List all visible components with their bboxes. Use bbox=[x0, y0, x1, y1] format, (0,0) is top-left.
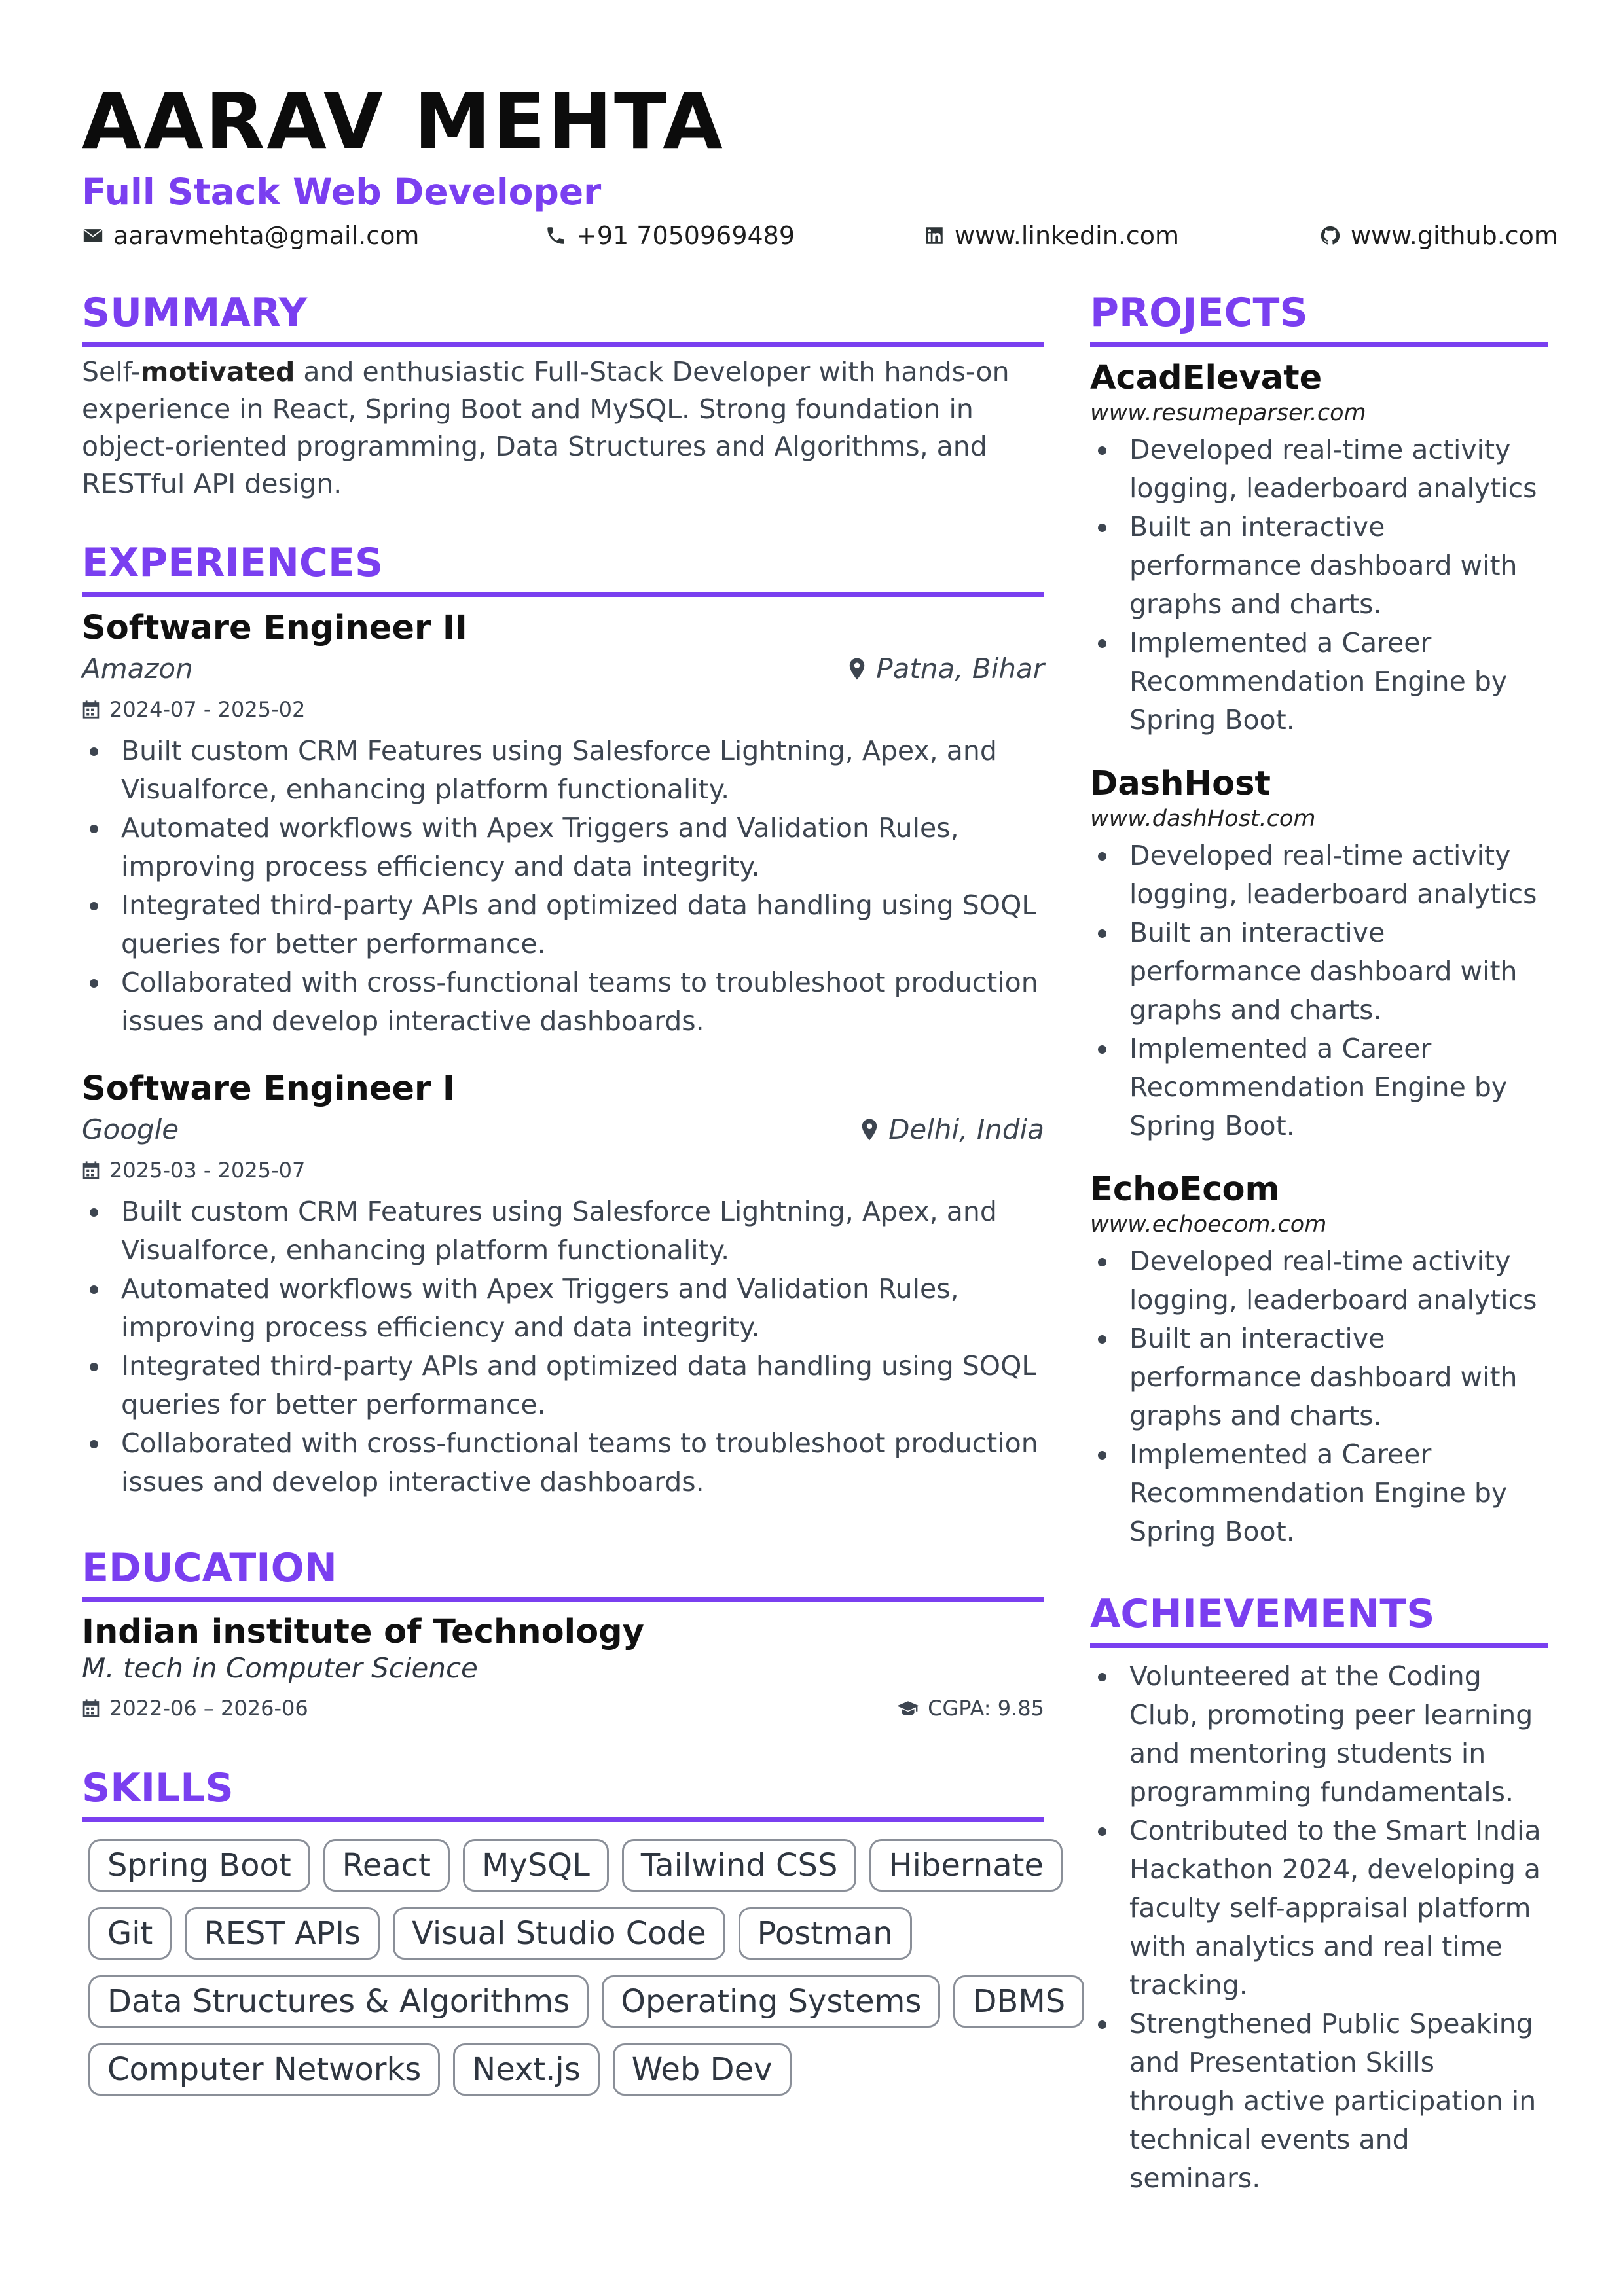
contact-phone[interactable] bbox=[545, 218, 795, 253]
candidate-role: Full Stack Web Developer bbox=[82, 171, 602, 213]
contact-email-text: aaravmehta@gmail.com bbox=[113, 221, 420, 250]
skill-chip: Operating Systems bbox=[602, 1975, 940, 2028]
summary-text-bold: motivated bbox=[140, 356, 295, 387]
list-item: Built custom CRM Features using Salesforce Lightning, Apex, and Visualforce, enhancing platform functionality. bbox=[82, 1193, 1044, 1270]
skill-chip: REST APIs bbox=[185, 1907, 380, 1960]
achievements-heading: ACHIEVEMENTS bbox=[1090, 1591, 1435, 1637]
list-item: Implemented a Career Recommendation Engine by Spring Boot. bbox=[1090, 1030, 1548, 1145]
phone-icon bbox=[545, 224, 567, 247]
list-item: Contributed to the Smart India Hackathon 2024, developing a faculty self-appraisal platform with analytics and real time tracking. bbox=[1090, 1812, 1548, 2005]
job-location-text: Delhi, India bbox=[888, 1113, 1044, 1145]
skills-row bbox=[88, 1975, 1066, 2028]
list-item: Developed real-time activity logging, leaderboard analytics bbox=[1090, 836, 1548, 914]
education-cgpa bbox=[896, 1694, 1044, 1723]
skills-row bbox=[88, 1907, 1044, 1960]
job-company: Google bbox=[82, 1113, 179, 1145]
linkedin-icon bbox=[923, 224, 945, 247]
calendar-icon bbox=[82, 700, 100, 719]
project-url[interactable]: www.echoecom.com bbox=[1090, 1211, 1327, 1238]
summary-text bbox=[82, 353, 1031, 503]
skill-chip: Spring Boot bbox=[88, 1839, 310, 1892]
job-bullet-list bbox=[82, 1193, 1044, 1501]
contact-github[interactable] bbox=[1319, 218, 1558, 253]
summary-heading: SUMMARY bbox=[82, 290, 308, 336]
list-item: Collaborated with cross-functional teams to troubleshoot production issues and develop interactive dashboards. bbox=[82, 1424, 1044, 1501]
skill-chip: Web Dev bbox=[613, 2043, 792, 2096]
project-url[interactable]: www.dashHost.com bbox=[1090, 806, 1316, 832]
summary-divider bbox=[82, 342, 1044, 347]
list-item: Automated workflows with Apex Triggers and Validation Rules, improving process efficiency and data integrity. bbox=[82, 809, 1044, 886]
contact-email[interactable] bbox=[82, 218, 419, 253]
list-item: Built custom CRM Features using Salesforce Lightning, Apex, and Visualforce, enhancing platform functionality. bbox=[82, 732, 1044, 809]
summary-text-end: and enthusiastic Full-Stack Developer with hands-on experience in React, Spring Boot and MySQL. Strong foundation in object-oriented programming, Data Structures and Algorithms, and RESTful API design. bbox=[82, 356, 1010, 499]
education-heading: EDUCATION bbox=[82, 1545, 337, 1591]
skill-chip: Postman bbox=[739, 1907, 912, 1960]
job-location-text: Patna, Bihar bbox=[876, 653, 1044, 685]
achievements-bullet-list bbox=[1090, 1657, 1548, 2198]
list-item: Developed real-time activity logging, leaderboard analytics bbox=[1090, 431, 1548, 508]
list-item: Built an interactive performance dashboard with graphs and charts. bbox=[1090, 914, 1548, 1030]
job-title: Software Engineer I bbox=[82, 1069, 455, 1108]
experiences-heading: EXPERIENCES bbox=[82, 540, 384, 586]
job-dates-text: 2025-03 - 2025-07 bbox=[109, 1158, 306, 1183]
map-pin-icon bbox=[860, 1118, 879, 1141]
job-location bbox=[847, 651, 1044, 687]
contact-linkedin-text: www.linkedin.com bbox=[955, 221, 1180, 250]
project-url[interactable]: www.resumeparser.com bbox=[1090, 400, 1366, 426]
education-divider bbox=[82, 1597, 1044, 1602]
envelope-icon bbox=[82, 224, 104, 247]
skill-chip: Visual Studio Code bbox=[393, 1907, 725, 1960]
skill-chip: DBMS bbox=[953, 1975, 1084, 2028]
job-dates bbox=[82, 695, 305, 724]
skill-chip: Tailwind CSS bbox=[622, 1839, 857, 1892]
skills-divider bbox=[82, 1817, 1044, 1822]
list-item: Built an interactive performance dashboard with graphs and charts. bbox=[1090, 508, 1548, 624]
skill-chip: Git bbox=[88, 1907, 172, 1960]
job-bullet-list bbox=[82, 732, 1044, 1041]
skill-chip: Computer Networks bbox=[88, 2043, 440, 2096]
graduation-cap-icon bbox=[896, 1698, 920, 1718]
job-title: Software Engineer II bbox=[82, 609, 467, 647]
skills-row bbox=[88, 2043, 1044, 2096]
calendar-icon bbox=[82, 1160, 100, 1180]
map-pin-icon bbox=[847, 657, 867, 681]
project-bullet-list bbox=[1090, 836, 1548, 1145]
skills-list bbox=[88, 1839, 1066, 2111]
list-item: Strengthened Public Speaking and Presentation Skills through active participation in technical events and seminars. bbox=[1090, 2005, 1548, 2198]
contact-github-text: www.github.com bbox=[1351, 221, 1558, 250]
skill-chip: Next.js bbox=[453, 2043, 599, 2096]
project-name: EchoEcom bbox=[1090, 1170, 1280, 1209]
list-item: Implemented a Career Recommendation Engine by Spring Boot. bbox=[1090, 624, 1548, 740]
calendar-icon bbox=[82, 1698, 100, 1718]
list-item: Integrated third-party APIs and optimized data handling using SOQL queries for better performance. bbox=[82, 886, 1044, 963]
list-item: Built an interactive performance dashboard with graphs and charts. bbox=[1090, 1319, 1548, 1435]
education-degree: M. tech in Computer Science bbox=[82, 1652, 478, 1684]
projects-heading: PROJECTS bbox=[1090, 290, 1308, 336]
job-dates bbox=[82, 1156, 305, 1185]
skill-chip: Data Structures & Algorithms bbox=[88, 1975, 589, 2028]
education-institution: Indian institute of Technology bbox=[82, 1613, 644, 1651]
project-bullet-list bbox=[1090, 431, 1548, 740]
skill-chip: MySQL bbox=[463, 1839, 609, 1892]
candidate-name: AARAV MEHTA bbox=[82, 76, 725, 166]
list-item: Integrated third-party APIs and optimized data handling using SOQL queries for better performance. bbox=[82, 1347, 1044, 1424]
list-item: Automated workflows with Apex Triggers and Validation Rules, improving process efficiency and data integrity. bbox=[82, 1270, 1044, 1347]
list-item: Developed real-time activity logging, leaderboard analytics bbox=[1090, 1242, 1548, 1319]
project-name: DashHost bbox=[1090, 764, 1271, 803]
github-icon bbox=[1319, 224, 1341, 247]
projects-divider bbox=[1090, 342, 1548, 347]
list-item: Implemented a Career Recommendation Engine by Spring Boot. bbox=[1090, 1435, 1548, 1551]
summary-text-start: Self- bbox=[82, 356, 141, 387]
job-dates-text: 2024-07 - 2025-02 bbox=[109, 697, 306, 722]
experiences-divider bbox=[82, 592, 1044, 597]
education-dates bbox=[82, 1694, 308, 1723]
project-name: AcadElevate bbox=[1090, 359, 1322, 397]
list-item: Volunteered at the Coding Club, promoting peer learning and mentoring students in programming fundamentals. bbox=[1090, 1657, 1548, 1812]
list-item: Collaborated with cross-functional teams to troubleshoot production issues and develop interactive dashboards. bbox=[82, 963, 1044, 1041]
job-location bbox=[860, 1111, 1044, 1148]
contact-linkedin[interactable] bbox=[923, 218, 1179, 253]
education-cgpa-text: CGPA: 9.85 bbox=[928, 1696, 1044, 1721]
education-dates-text: 2022-06 – 2026-06 bbox=[109, 1696, 308, 1721]
achievements-divider bbox=[1090, 1643, 1548, 1648]
skills-heading: SKILLS bbox=[82, 1765, 234, 1811]
project-bullet-list bbox=[1090, 1242, 1548, 1551]
job-company: Amazon bbox=[82, 653, 193, 685]
skill-chip: React bbox=[323, 1839, 450, 1892]
skill-chip: Hibernate bbox=[869, 1839, 1063, 1892]
contact-phone-text: +91 7050969489 bbox=[576, 221, 795, 250]
skills-row bbox=[88, 1839, 1044, 1892]
